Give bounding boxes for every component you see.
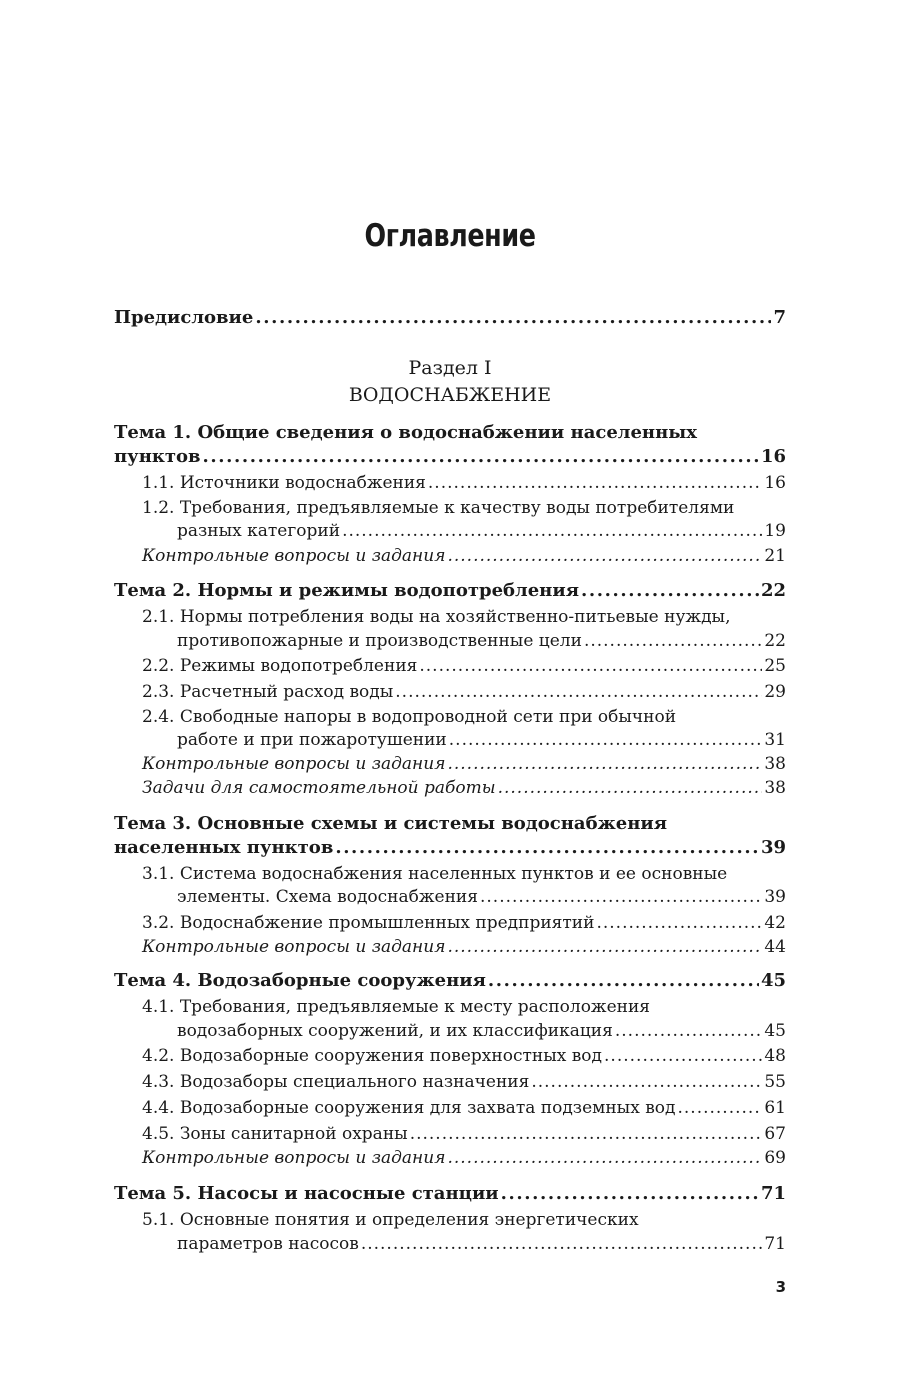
toc-leader xyxy=(498,777,763,799)
toc-leader xyxy=(449,729,763,751)
toc-entry-label: Контрольные вопросы и задания xyxy=(142,546,446,566)
toc-page: 22 xyxy=(760,580,786,601)
toc-entry-label: 2.2. Режимы водопотребления xyxy=(142,656,418,676)
toc-page: 39 xyxy=(760,837,786,858)
toc-page: 48 xyxy=(764,1046,786,1066)
toc-leader xyxy=(447,1147,762,1169)
toc-leader xyxy=(447,753,762,775)
toc-entry-label: Задачи для самостоятельной работы xyxy=(142,778,496,798)
toc-entry-2-4-line1: 2.4. Свободные напоры в водопроводной сети при обычной xyxy=(142,707,677,727)
toc-entry-topic-1-questions[interactable] xyxy=(142,545,786,567)
toc-leader xyxy=(395,681,762,703)
toc-leader xyxy=(342,520,762,542)
toc-entry-1-2-line1: 1.2. Требования, предъявляемые к качеству воды потребителями xyxy=(142,498,735,518)
toc-entry-label: населенных пунктов xyxy=(114,837,334,858)
toc-page: 19 xyxy=(764,521,786,541)
page-title: Оглавление xyxy=(364,218,536,254)
toc-entry-label: разных категорий xyxy=(177,521,341,541)
toc-entry-label: Тема 5. Насосы и насосные станции xyxy=(114,1183,499,1204)
toc-leader xyxy=(480,886,762,908)
toc-entry-topic-2[interactable] xyxy=(114,580,786,602)
toc-page: 55 xyxy=(764,1072,786,1092)
toc-page: 39 xyxy=(764,887,786,907)
toc-page: 44 xyxy=(764,937,786,957)
toc-entry-label: 4.2. Водозаборные сооружения поверхностных вод xyxy=(142,1046,603,1066)
toc-page: 71 xyxy=(764,1234,786,1254)
toc-page: 42 xyxy=(764,913,786,933)
toc-page: 38 xyxy=(764,778,786,798)
toc-page: 45 xyxy=(764,1021,786,1041)
toc-page: 22 xyxy=(764,631,786,651)
toc-entry-4-5[interactable] xyxy=(142,1123,786,1145)
toc-page: 38 xyxy=(764,754,786,774)
toc-entry-2-2[interactable] xyxy=(142,655,786,677)
toc-page: 16 xyxy=(764,473,786,493)
toc-entry-label: водозаборных сооружений, и их классификация xyxy=(177,1021,613,1041)
toc-entry-label: Тема 4. Водозаборные сооружения xyxy=(114,970,486,991)
toc-leader xyxy=(255,307,771,329)
toc-entry-5-1[interactable] xyxy=(177,1233,786,1255)
toc-page: 21 xyxy=(764,546,786,566)
toc-entry-label: пунктов xyxy=(114,446,201,467)
toc-entry-label: 4.4. Водозаборные сооружения для захвата подземных вод xyxy=(142,1098,676,1118)
toc-entry-1-1[interactable] xyxy=(142,472,786,494)
toc-entry-2-4[interactable] xyxy=(177,729,786,751)
toc-leader xyxy=(203,446,759,468)
toc-entry-label: элементы. Схема водоснабжения xyxy=(177,887,478,907)
toc-entry-label: Тема 2. Нормы и режимы водопотребления xyxy=(114,580,580,601)
toc-entry-topic-3-questions[interactable] xyxy=(142,936,786,958)
toc-leader xyxy=(361,1233,763,1255)
toc-entry-label: противопожарные и производственные цели xyxy=(177,631,582,651)
toc-leader xyxy=(677,1097,762,1119)
toc-page: 31 xyxy=(764,730,786,750)
toc-entry-2-3[interactable] xyxy=(142,681,786,703)
toc-leader xyxy=(419,655,762,677)
toc-entry-4-3[interactable] xyxy=(142,1071,786,1093)
toc-entry-topic-1[interactable] xyxy=(114,446,786,468)
toc-page: 7 xyxy=(773,307,786,328)
toc-entry-4-2[interactable] xyxy=(142,1045,786,1067)
toc-entry-topic-2-tasks[interactable] xyxy=(142,777,786,799)
toc-entry-4-1-line1: 4.1. Требования, предъявляемые к месту расположения xyxy=(142,997,651,1017)
section-heading: Раздел I xyxy=(408,357,492,379)
toc-entry-topic-2-questions[interactable] xyxy=(142,753,786,775)
toc-leader xyxy=(410,1123,763,1145)
topic-3-heading-line1: Тема 3. Основные схемы и системы водоснабжения xyxy=(114,813,668,834)
toc-entry-label: Контрольные вопросы и задания xyxy=(142,1148,446,1168)
toc-entry-topic-4-questions[interactable] xyxy=(142,1147,786,1169)
section-name: ВОДОСНАБЖЕНИЕ xyxy=(348,384,552,406)
toc-entry-label: 1.1. Источники водоснабжения xyxy=(142,473,426,493)
topic-1-heading-line1: Тема 1. Общие сведения о водоснабжении населенных xyxy=(114,422,698,443)
toc-page: 45 xyxy=(760,970,786,991)
page-number: 3 xyxy=(775,1278,786,1296)
toc-entry-label: 4.3. Водозаборы специального назначения xyxy=(142,1072,530,1092)
toc-entry-2-1-line1: 2.1. Нормы потребления воды на хозяйственно-питьевые нужды, xyxy=(142,607,731,627)
toc-entry-3-2[interactable] xyxy=(142,912,786,934)
toc-leader xyxy=(596,912,762,934)
toc-entry-preface[interactable] xyxy=(114,307,786,329)
toc-entry-label: работе и при пожаротушении xyxy=(177,730,447,750)
toc-leader xyxy=(615,1020,762,1042)
toc-entry-label: Контрольные вопросы и задания xyxy=(142,754,446,774)
toc-leader xyxy=(531,1071,762,1093)
toc-entry-label: параметров насосов xyxy=(177,1234,359,1254)
toc-entry-topic-4[interactable] xyxy=(114,970,786,992)
toc-page: 29 xyxy=(764,682,786,702)
toc-leader xyxy=(447,545,762,567)
toc-entry-topic-3[interactable] xyxy=(114,837,786,859)
toc-page: 67 xyxy=(764,1124,786,1144)
toc-entry-1-2[interactable] xyxy=(177,520,786,542)
toc-leader xyxy=(447,936,762,958)
toc-entry-4-1[interactable] xyxy=(177,1020,786,1042)
toc-entry-4-4[interactable] xyxy=(142,1097,786,1119)
toc-leader xyxy=(335,837,759,859)
toc-page: 16 xyxy=(760,446,786,467)
toc-page: 71 xyxy=(760,1183,786,1204)
toc-leader xyxy=(488,970,759,992)
toc-entry-label: Контрольные вопросы и задания xyxy=(142,937,446,957)
toc-leader xyxy=(428,472,762,494)
toc-entry-label: Предисловие xyxy=(114,307,254,328)
toc-leader xyxy=(501,1183,759,1205)
toc-entry-3-1-line1: 3.1. Система водоснабжения населенных пунктов и ее основные xyxy=(142,864,728,884)
toc-page: 61 xyxy=(764,1098,786,1118)
toc-entry-5-1-line1: 5.1. Основные понятия и определения энергетических xyxy=(142,1210,639,1230)
toc-entry-label: 2.3. Расчетный расход воды xyxy=(142,682,394,702)
toc-entry-label: 3.2. Водоснабжение промышленных предприятий xyxy=(142,913,595,933)
toc-entry-3-1[interactable] xyxy=(177,886,786,908)
toc-entry-topic-5[interactable] xyxy=(114,1183,786,1205)
toc-page: 69 xyxy=(764,1148,786,1168)
toc-leader xyxy=(584,630,762,652)
toc-entry-2-1[interactable] xyxy=(177,630,786,652)
toc-leader xyxy=(581,580,759,602)
toc-entry-label: 4.5. Зоны санитарной охраны xyxy=(142,1124,408,1144)
toc-leader xyxy=(604,1045,762,1067)
toc-page: 25 xyxy=(764,656,786,676)
